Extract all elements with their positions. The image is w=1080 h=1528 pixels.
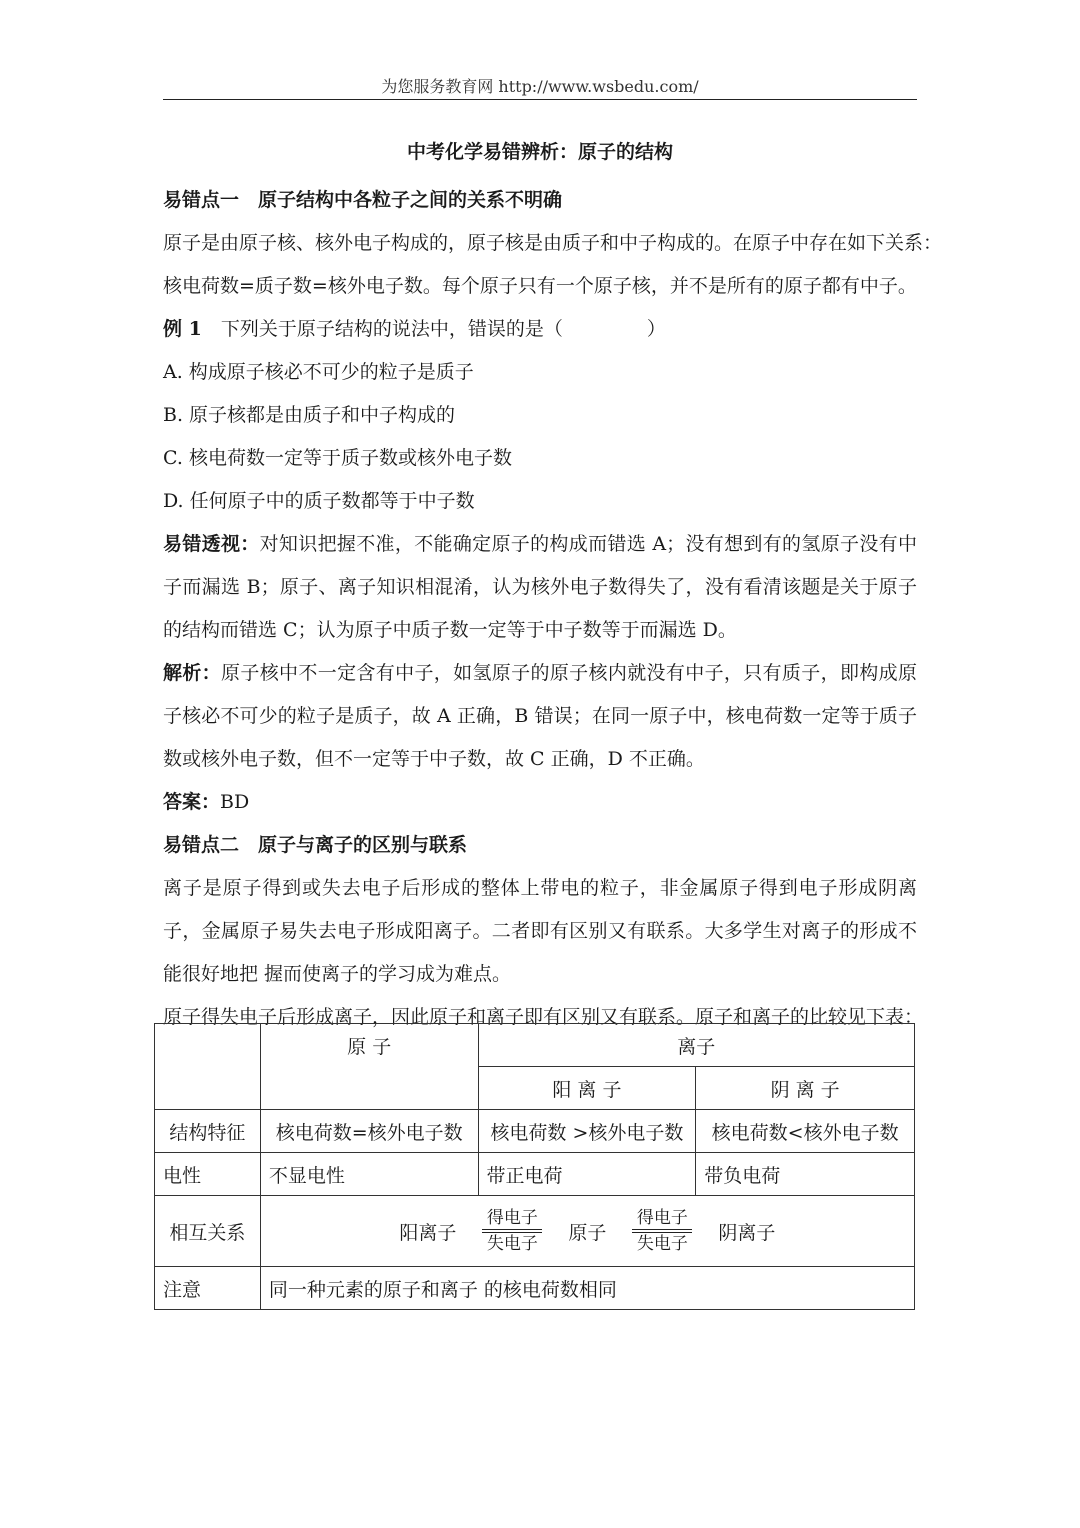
analysis <box>163 652 917 781</box>
atom-ion-comparison-table <box>154 1023 915 1310</box>
header-rule <box>163 99 917 100</box>
example-question <box>163 308 917 351</box>
row-note-text: 同一种元素的原子和离子 的核电荷数相同 <box>260 1267 914 1310</box>
document-title: 中考化学易错辨析：原子的结构 <box>406 141 673 163</box>
option-a: A. 构成原子核必不可少的粒子是质子 <box>163 361 474 383</box>
section1-heading: 易错点一 原子结构中各粒子之间的关系不明确 <box>163 189 563 211</box>
document-body <box>163 130 943 1039</box>
option-c: C. 核电荷数一定等于质子数或核外电子数 <box>163 447 512 469</box>
double-arrow-icon-2 <box>632 1228 692 1234</box>
header-anion: 阴 离 子 <box>696 1067 915 1110</box>
row-charge-cation: 带正电荷 <box>478 1153 696 1196</box>
answer-value: BD <box>220 791 250 813</box>
row-charge-anion: 带负电荷 <box>696 1153 915 1196</box>
row-structure-atom: 核电荷数=核外电子数 <box>260 1110 478 1153</box>
section2-para2: 原子得失电子后形成离子，因此原子和离子即有区别又有联系。原子和离子的比较见下表： <box>163 1006 924 1028</box>
double-arrow-icon <box>482 1228 542 1234</box>
header-ion: 离子 <box>478 1024 914 1067</box>
analysis-label: 解析： <box>163 662 222 684</box>
row-note-label: 注意 <box>155 1267 261 1310</box>
header-atom: 原 子 <box>260 1024 478 1110</box>
answer <box>163 781 917 824</box>
relation-diagram <box>399 1208 775 1254</box>
row-structure-cation: 核电荷数 >核外电子数 <box>478 1110 696 1153</box>
analysis-text: 原子核中不一定含有中子，如氢原子的原子核内就没有中子，只有质子，即构成原子核必不可少的粒子是质子，故 A 正确，B 错误；在同一原子中，核电荷数一定等于质子数或核外电子数，但不一定等于中子数，故 C 正确，D 不正确。 <box>163 662 917 770</box>
lose-electron-label-2: 失电子 <box>636 1234 688 1254</box>
lose-electron-label: 失电子 <box>486 1234 538 1254</box>
example-label: 例 1 <box>163 318 202 340</box>
row-relation-label: 相互关系 <box>155 1196 261 1267</box>
section1-intro-line2: 核电荷数=质子数=核外电子数。每个原子只有一个原子核，并不是所有的原子都有中子。 <box>163 275 917 297</box>
insight-label: 易错透视： <box>163 533 260 555</box>
row-charge-atom: 不显电性 <box>260 1153 478 1196</box>
relation-anion: 阴离子 <box>718 1221 776 1244</box>
row-structure-label: 结构特征 <box>155 1110 261 1153</box>
relation-cation: 阳离子 <box>399 1221 457 1244</box>
row-charge-label: 电性 <box>155 1153 261 1196</box>
section1-intro-line1: 原子是由原子核、核外电子构成的，原子核是由质子和中子构成的。在原子中存在如下关系： <box>163 232 943 254</box>
header-cation: 阳 离 子 <box>478 1067 696 1110</box>
gain-electron-label-2: 得电子 <box>636 1208 688 1228</box>
error-insight <box>163 523 917 652</box>
row-structure-anion: 核电荷数<核外电子数 <box>696 1110 915 1153</box>
insight-text: 对知识把握不准，不能确定原子的构成而错选 A；没有想到有的氢原子没有中子而漏选 B；原子、离子知识相混淆，认为核外电子数得失了，没有看清该题是关于原子的结构而错选 C；认为原子中质子数一定等于中子数等于而漏选 D。 <box>163 533 917 641</box>
example-close: ） <box>646 318 666 340</box>
relation-atom: 原子 <box>568 1221 607 1244</box>
equilibrium-arrow-right <box>632 1208 692 1254</box>
example-question-text: 下列关于原子结构的说法中，错误的是（ <box>201 318 563 340</box>
gain-electron-label: 得电子 <box>486 1208 538 1228</box>
answer-label: 答案： <box>163 791 221 813</box>
section2-para1: 离子是原子得到或失去电子后形成的整体上带电的粒子，非金属原子得到电子形成阴离子，金属原子易失去电子形成阳离子。二者即有区别又有联系。大多学生对离子的形成不能很好地把 握而使离子的学习成为难点。 <box>163 877 917 985</box>
page-header: 为您服务教育网 http://www.wsbedu.com/ <box>381 77 699 96</box>
equilibrium-arrow-left <box>482 1208 542 1254</box>
table-corner-cell <box>155 1024 261 1110</box>
row-relation-content <box>260 1196 914 1267</box>
option-b: B. 原子核都是由质子和中子构成的 <box>163 404 456 426</box>
section2-heading: 易错点二 原子与离子的区别与联系 <box>163 834 468 856</box>
option-d: D. 任何原子中的质子数都等于中子数 <box>163 490 475 512</box>
